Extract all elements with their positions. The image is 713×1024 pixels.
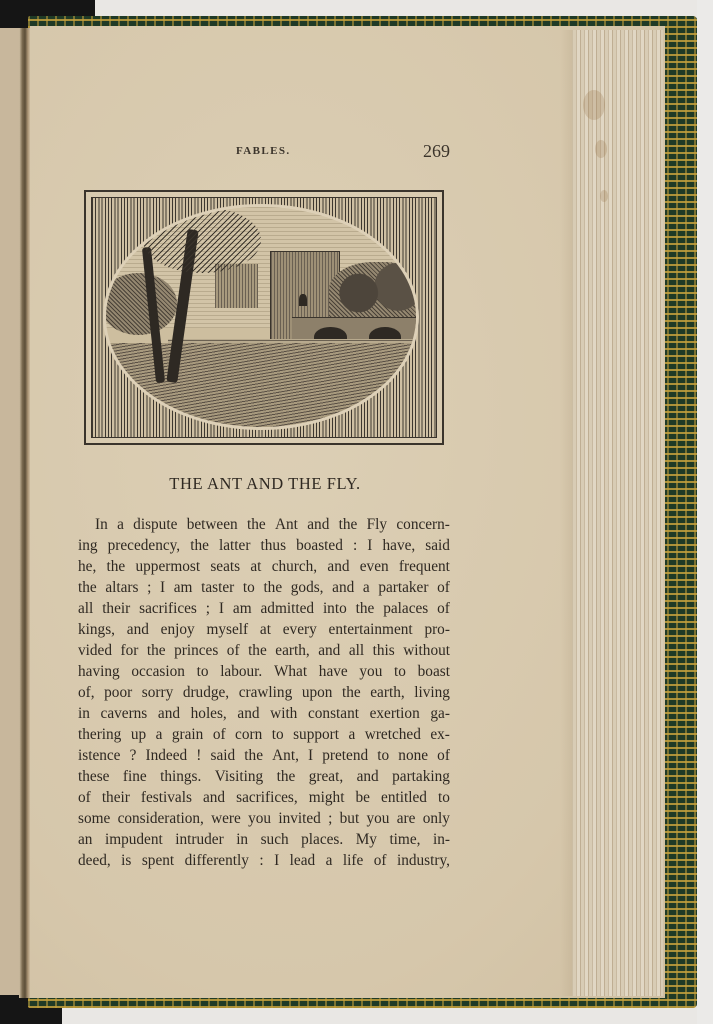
text-line: deed, is spent differently : I lead a life of industry, [78, 852, 450, 869]
text-line: of their festivals and sacrifices, might be entitled to [78, 789, 450, 806]
book-gutter [19, 28, 30, 998]
text-line: In a dispute between the Ant and the Fly concern- [95, 516, 450, 533]
background-light [697, 0, 713, 1024]
text-line: some consideration, were you invited ; but you are only [78, 810, 450, 827]
text-line: he, the uppermost seats at church, and even frequent [78, 558, 450, 575]
fable-title: THE ANT AND THE FLY. [169, 474, 361, 493]
text-line: the altars ; I am taster to the gods, and a partaker of [78, 579, 450, 596]
engraving-trees-left [103, 273, 177, 335]
fable-body-text [78, 514, 450, 871]
text-line: having occasion to labour. What have you to boast [78, 663, 450, 680]
text-line: ing precedency, the latter thus boasted : I have, said [78, 537, 450, 554]
text-line: of, poor sorry drudge, crawling upon the earth, living [78, 684, 450, 701]
foxing-stain [600, 190, 608, 202]
engraving-illustration [84, 190, 444, 445]
engraving-tree-foliage [143, 207, 261, 273]
running-head [236, 143, 456, 163]
text-line: vided for the princes of the earth, and all this without [78, 642, 450, 659]
text-line: istence ? Indeed ! said the Ant, I pretend to none of [78, 747, 450, 764]
text-line: kings, and enjoy myself at every entertainment pro- [78, 621, 450, 638]
engraving-trees-right [329, 262, 419, 324]
text-line: an impudent intruder in such places. My time, in- [78, 831, 450, 848]
page-number: 269 [423, 141, 450, 161]
engraving-tower-window [299, 294, 307, 307]
page-fore-edge [572, 30, 663, 996]
foxing-stain [583, 90, 605, 120]
text-line: these fine things. Visiting the great, and partaking [78, 768, 450, 785]
text-line: all their sacrifices ; I am admitted into the palaces of [78, 600, 450, 617]
running-head-title: FABLES. [236, 145, 291, 157]
text-line: thering up a grain of corn to support a wretched ex- [78, 726, 450, 743]
foxing-stain [595, 140, 607, 158]
oval-vignette-castle-scene [103, 204, 419, 430]
text-line: in caverns and holes, and with constant exertion ga- [78, 705, 450, 722]
